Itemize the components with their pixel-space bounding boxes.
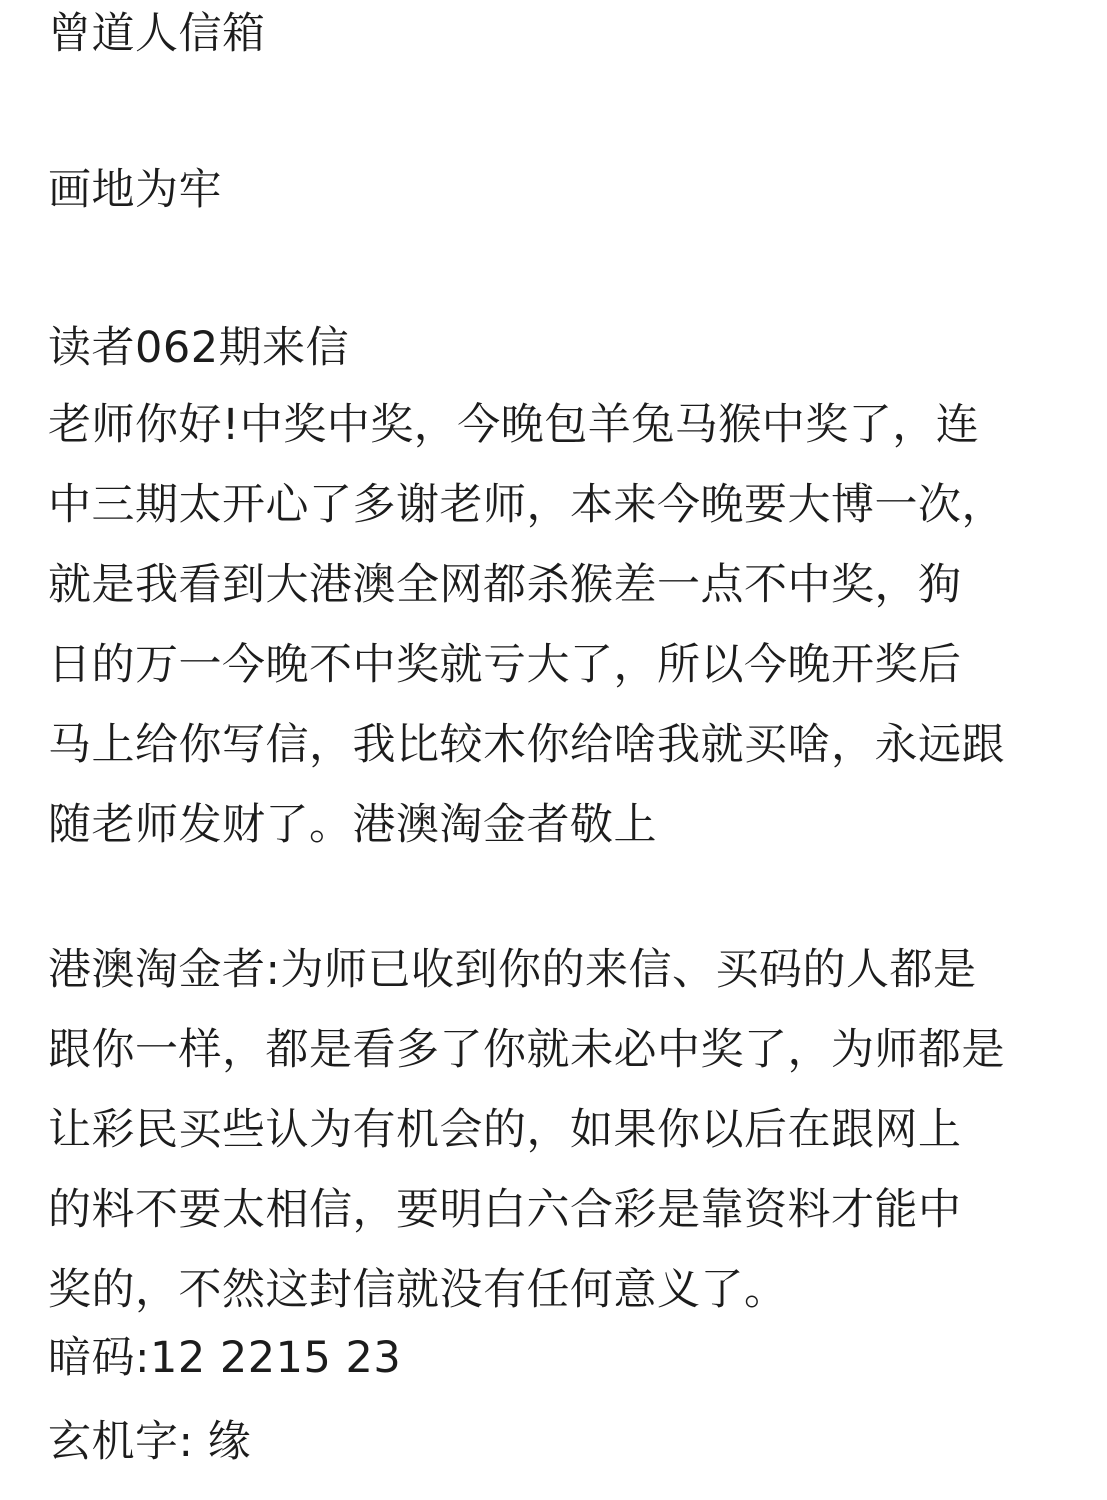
letter-line: 日的万一今晚不中奖就亏大了，所以今晚开奖后 bbox=[48, 640, 962, 690]
mystery-word: 玄机字: 缘 bbox=[48, 1417, 252, 1467]
reply-line: 的料不要太相信，要明白六合彩是靠资料才能中 bbox=[48, 1185, 962, 1235]
letter-line: 随老师发财了。港澳淘金者敬上 bbox=[48, 800, 657, 850]
letter-issue-heading: 读者062期来信 bbox=[48, 323, 350, 373]
letter-line: 老师你好!中奖中奖，今晚包羊兔马猴中奖了，连 bbox=[48, 400, 980, 450]
secret-code: 暗码:12 2215 23 bbox=[48, 1333, 402, 1383]
reply-line: 奖的，不然这封信就没有任何意义了。 bbox=[48, 1265, 788, 1315]
reply-paragraph bbox=[48, 930, 1088, 1330]
reply-line: 跟你一样，都是看多了你就未必中奖了，为师都是 bbox=[48, 1025, 1005, 1075]
letter-line: 就是我看到大港澳全网都杀猴差一点不中奖，狗 bbox=[48, 560, 962, 610]
reply-line: 让彩民买些认为有机会的，如果你以后在跟网上 bbox=[48, 1105, 962, 1155]
letter-line: 中三期太开心了多谢老师，本来今晚要大博一次， bbox=[48, 480, 1005, 530]
reader-letter-paragraph bbox=[48, 385, 1088, 865]
reply-line: 港澳淘金者:为师已收到你的来信、买码的人都是 bbox=[48, 945, 977, 995]
page-subtitle: 画地为牢 bbox=[48, 165, 222, 215]
page-title: 曾道人信箱 bbox=[48, 9, 266, 59]
letter-line: 马上给你写信，我比较木你给啥我就买啥，永远跟 bbox=[48, 720, 1005, 770]
